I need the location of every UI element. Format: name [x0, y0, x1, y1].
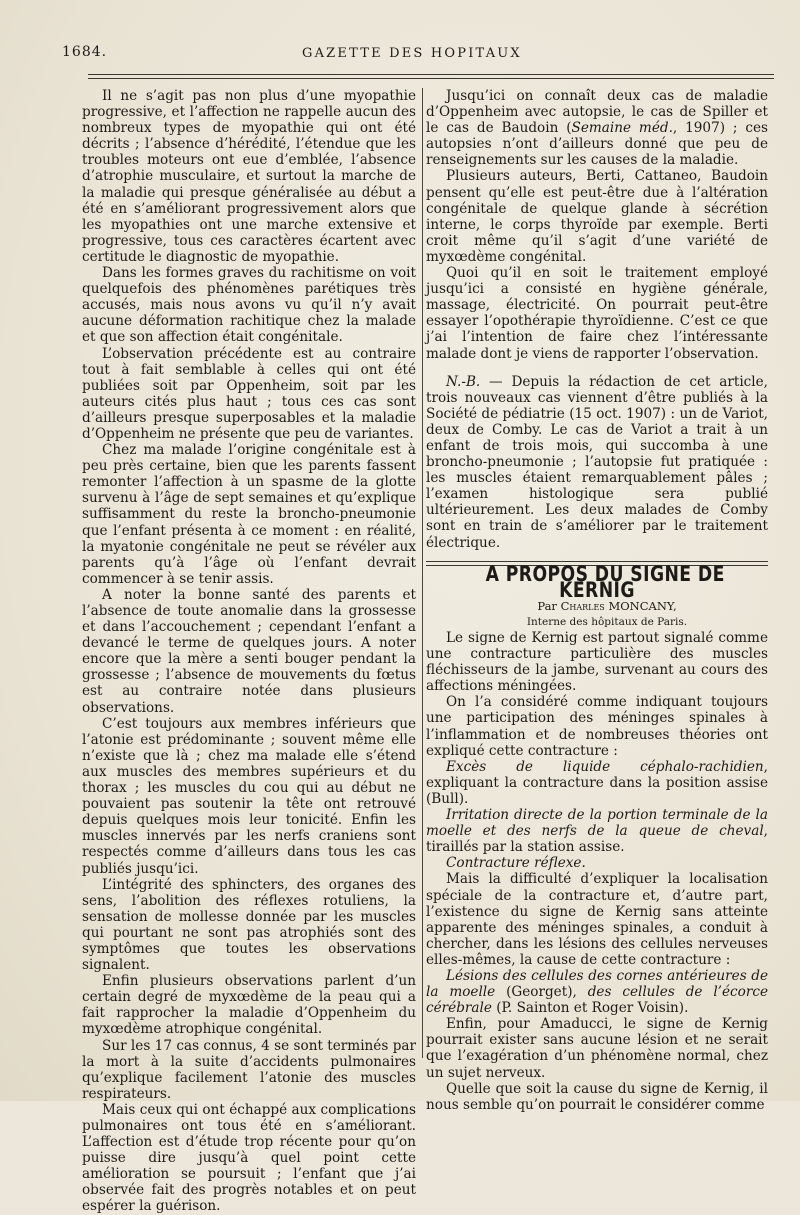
text-run: Jusqu’ici on connaît deux cas de maladie d’Oppenheim avec autopsie, le cas de Spiller et le cas de Baudoin (: [426, 88, 768, 137]
paragraph: L’observation précédente est au contraire tout à fait semblable à celles qui ont été publiées soit par Oppenheim, soit par les auteurs cités plus haut ; tous ces cas sont d’ailleurs presque superposables et la maladie d’Oppenheim ne présente que peu de variantes.: [82, 345, 416, 442]
text-run: , 1907) ; ces autopsies n’ont d’ailleurs donné que peu de renseignements sur les causes de la maladie.: [426, 120, 769, 169]
author-name: Charles MONCANY,: [560, 598, 677, 613]
text-run: , tiraillés par la station assise.: [426, 823, 768, 856]
paragraph: Plusieurs auteurs, Berti, Cattaneo, Baudoin pensent qu’elle est peut-être due à l’altération congénitale de quelque glande à sécrétion interne, le corps thyroïde par exemple. Berti croit même qu’il s’agit d’une variété de myxœdème congénital.: [426, 168, 768, 265]
author-role: Interne des hôpitaux de Paris.: [526, 615, 688, 628]
text-run: (P. Sainton et Roger Voisin).: [491, 1000, 689, 1017]
paragraph: Chez ma malade l’origine congénitale est à peu près certaine, bien que les parents fassent remonter l’affection à un spasme de la glotte survenu à l’âge de sept semaines et qu’explique suffisamment du reste la broncho-pneumonie que l’enfant présenta à ce moment : en réalité, la myatonie congénitale ne peut se révéler aux parents qu’à l’âge où l’enfant devrait commencer à se tenir assis.: [82, 442, 416, 587]
running-title: GAZETTE DES HOPITAUX: [302, 46, 522, 61]
column-separator: [422, 88, 423, 1058]
paragraph: Enfin plusieurs observations parlent d’un certain degré de myxœdème de la peau qui a fait rapprocher la maladie d’Oppenheim du myxœdème atrophique congénital.: [82, 973, 416, 1038]
paragraph: [426, 855, 768, 871]
paragraph: Enfin, pour Amaducci, le signe de Kernig pourrait exister sans aucune lésion et ne serait que l’exagération d’un phénomène normal, chez un sujet nerveux.: [426, 1016, 768, 1081]
paragraph: [426, 807, 768, 855]
header-rule-top: [88, 74, 774, 75]
header-rule-bottom: [88, 78, 774, 79]
paragraph: Sur les 17 cas connus, 4 se sont terminés par la mort à la suite d’accidents pulmonaires qu’explique facilement l’atonie des muscles respirateurs.: [82, 1037, 416, 1102]
paragraph: A noter la bonne santé des parents et l’absence de toute anomalie dans la grossesse et dans l’accouchement ; cependant l’enfant a devancé le terme de quelques jours. A noter encore que la mère a senti bouger pendant la grossesse ; l’absence de mouvements du fœtus est au contraire notée dans plusieurs observations.: [82, 586, 416, 716]
theory-name: des cellules de l’écorce cérébrale: [426, 984, 768, 1017]
paragraph: Il ne s’agit pas non plus d’une myopathie progressive, et l’affection ne rappelle aucun des nombreux types de myopathie qui ont été décrits ; l’absence d’hérédité, l’étendue que les troubles moteurs ont eue d’emblée, l’absence d’atrophie musculaire, et surtout la marche de la maladie qui presque généralisée au début a été en s’améliorant progressivement alors que les myopathies ont une marche extensive et progressive, tous ces caractères écartent avec certitude le diagnostic de myopathie.: [82, 88, 416, 265]
paragraph: Mais ceux qui ont échappé aux complications pulmonaires ont tous été en s’améliorant. L’affection est d’étude trop récente pour qu’on puisse dire jusqu’à quel point cette amélioration se poursuit ; l’enfant que j’ai observée fait des progrès notables et on peut espérer la guérison.: [82, 1101, 416, 1215]
byline-prefix: Par: [537, 598, 561, 613]
paragraph: Le signe de Kernig est partout signalé comme une contracture particulière des muscles fléchisseurs de la jambe, survenant au cours des affections méningées.: [426, 630, 768, 695]
paragraph: Mais la difficulté d’expliquer la localisation spéciale de la contracture et, d’autre part, l’existence du signe de Kernig sans atteinte apparente des méninges spinales, a conduit à chercher, dans les lésions des cellules nerveuses elles-mêmes, la cause de cette contracture :: [426, 871, 768, 968]
paragraph: L’intégrité des sphincters, des organes des sens, l’abolition des réflexes rotuliens, la sensation de mollesse donnée par les muscles qui pourtant ne sont pas atrophiés sont des symptômes que toutes les observations signalent.: [82, 876, 416, 974]
theory-name: Contracture réflexe.: [446, 855, 586, 872]
theory-name: Irritation directe de la portion terminale de la moelle et des nerfs de la queue de cheval: [426, 807, 768, 840]
nb-text: — Depuis la rédaction de cet article, trois nouveaux cas viennent d’être publiés à la Société de pédiatrie (15 oct. 1907) : un de Variot, deux de Comby. Le cas de Variot a trait à un enfant de trois mois, qui succomba à une broncho-pneumonie ; l’autopsie fut pratiquée : les muscles étaient remarquablement pâles ; l’examen histologique sera publié ultérieurement. Les deux malades de Comby sont en train de s’améliorer par le traitement électrique.: [426, 373, 768, 551]
right-column: [426, 88, 768, 1113]
paragraph: [426, 968, 768, 1016]
theory-name: Excès de liquide céphalo-rachidien: [446, 758, 764, 775]
theory-name: Lésions des cellules des cornes antérieures de la moelle: [426, 967, 768, 1001]
text-run: , expliquant la contracture dans la position assise (Bull).: [426, 758, 768, 807]
page-header: [62, 42, 774, 64]
paragraph: Dans les formes graves du rachitisme on voit quelquefois des phénomènes parétiques très accusés, mais nous avons vu qu’il n’y avait aucune déformation rachitique chez la malade et que son affection était congénitale.: [82, 265, 416, 346]
paragraph: [426, 759, 768, 807]
paragraph: On l’a considéré comme indiquant toujours une participation des méninges spinales à l’inflammation et de nombreuses théories ont expliqué cette contracture :: [426, 694, 768, 759]
paragraph: [426, 88, 768, 168]
journal-reference: Semaine méd.: [571, 120, 673, 137]
nota-bene: [426, 374, 768, 551]
article-title: A PROPOS DU SIGNE DE KERNIG: [485, 561, 725, 602]
left-column: [82, 88, 416, 1215]
text-run: (Georget),: [495, 984, 588, 1001]
nb-label: N.-B.: [446, 373, 481, 390]
paragraph: Quelle que soit la cause du signe de Kernig, il nous semble qu’on pourrait le considérer comme: [426, 1080, 768, 1113]
paragraph: Quoi qu’il en soit le traitement employé jusqu’ici a consisté en hygiène générale, massage, électricité. On pourrait peut-être essayer l’opothérapie thyroïdienne. C’est ce que j’ai l’intention de faire chez l’intéressante malade dont je viens de rapporter l’observation.: [426, 265, 768, 362]
paragraph: C’est toujours aux membres inférieurs que l’atonie est prédominante ; souvent même elle n’existe que là ; chez ma malade elle s’étend aux muscles des membres supérieurs et du thorax ; les muscles du cou qui au début ne pouvaient pas soutenir la tête ont retrouvé depuis quelques mois leur tonicité. Enfin les muscles innervés par les nerfs craniens sont respectés comme d’ailleurs dans tous les cas publiés jusqu’ici.: [82, 715, 416, 877]
page-number: 1684.: [62, 44, 108, 60]
